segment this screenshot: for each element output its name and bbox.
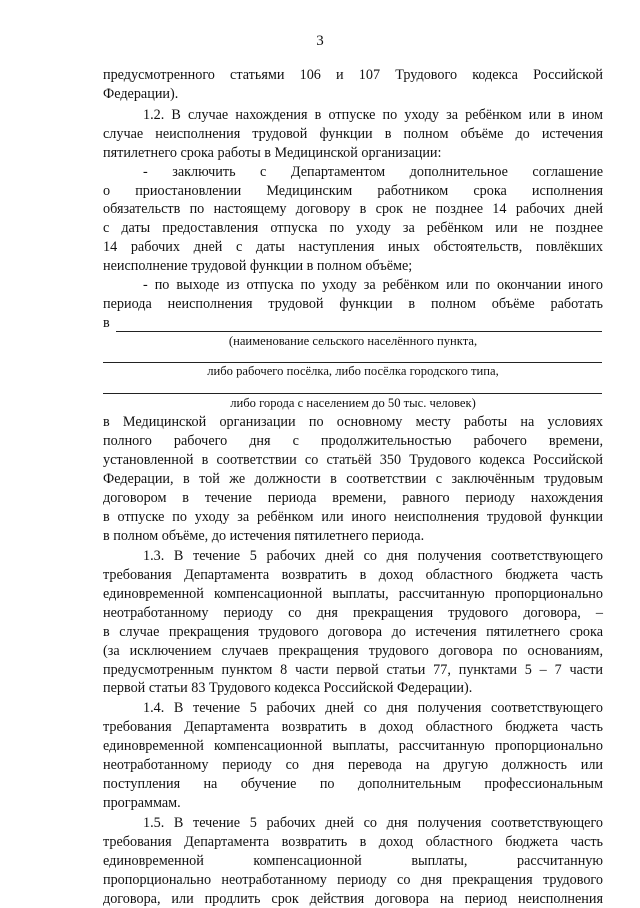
text-line: неотработанному периоду со дня прекращения трудового договора, – <box>103 605 603 621</box>
text-line: - заключить с Департаментом дополнительное соглашение <box>143 164 603 180</box>
text-line: предусмотренного статьями 106 и 107 Трудового кодекса Российской <box>103 67 603 83</box>
field-caption: (наименование сельского населённого пункта, <box>228 334 478 348</box>
text-line: 1.3. В течение 5 рабочих дней со дня получения соответствующего <box>143 548 603 564</box>
text-line: - по выходе из отпуска по уходу за ребёнком или по окончании иного <box>143 277 603 293</box>
text-line: обязательств по настоящему договору в срок не позднее 14 рабочих дней <box>103 201 603 217</box>
text-line: в <box>103 315 110 331</box>
field-caption: либо города с населением до 50 тыс. человек) <box>230 396 476 410</box>
text-line: в случае прекращения трудового договора до истечения пятилетнего срока <box>103 624 603 640</box>
text-line: в полном объёме, до истечения пятилетнего периода. <box>103 528 425 544</box>
text-line: требования Департамента возвратить в доход областного бюджета часть <box>103 567 603 583</box>
fill-line <box>103 393 602 394</box>
fill-line <box>103 362 602 363</box>
text-line: пятилетнего срока работы в Медицинской организации: <box>103 145 442 161</box>
text-line: в Медицинской организации по основному месту работы на условиях <box>103 414 603 430</box>
text-line: единовременной компенсационной выплаты, рассчитанную <box>103 853 603 869</box>
text-line: программам. <box>103 795 181 811</box>
text-line: полного рабочего дня с продолжительностью рабочего времени, <box>103 433 603 449</box>
text-line: 1.4. В течение 5 рабочих дней со дня получения соответствующего <box>143 700 603 716</box>
text-line: договором в течение периода времени, равного периоду нахождения <box>103 490 603 506</box>
text-line: 14 рабочих дней с даты наступления иных обстоятельств, повлёкших <box>103 239 603 255</box>
text-line: Федерации, в той же должности в соответствии с заключённым трудовым <box>103 471 603 487</box>
text-line: в отпуске по уходу за ребёнком или иного неисполнения трудовой функции <box>103 509 603 525</box>
text-line: случае неисполнения трудовой функции в полном объёме до истечения <box>103 126 603 142</box>
page-number: 3 <box>316 33 324 49</box>
field-caption: либо рабочего посёлка, либо посёлка городского типа, <box>207 364 499 378</box>
text-line: 1.2. В случае нахождения в отпуске по уходу за ребёнком или в ином <box>143 107 603 123</box>
text-line: требования Департамента возвратить в доход областного бюджета часть <box>103 834 603 850</box>
text-line: (за исключением случаев прекращения трудового договора по основаниям, <box>103 643 603 659</box>
text-line: Федерации). <box>103 86 179 102</box>
text-line: неисполнение трудовой функции в полном объёме; <box>103 258 413 274</box>
text-line: 1.5. В течение 5 рабочих дней со дня получения соответствующего <box>143 815 603 831</box>
text-line: пропорционально неотработанному периоду со дня прекращения трудового <box>103 872 603 888</box>
text-line: поступления на обучение по дополнительным профессиональным <box>103 776 603 792</box>
text-line: единовременной компенсационной выплаты, рассчитанную пропорционально <box>103 586 603 602</box>
text-line: с даты предоставления отпуска по уходу за ребёнком или не позднее <box>103 220 603 236</box>
text-line: периода неисполнения трудовой функции в полном объёме работать <box>103 296 603 312</box>
text-line: о приостановлении Медицинским работником срока исполнения <box>103 183 603 199</box>
fill-line <box>116 331 602 332</box>
text-line: предусмотренным пунктом 8 части первой статьи 77, пунктами 5 – 7 части <box>103 662 603 678</box>
text-line: установленной в соответствии со статьёй 350 Трудового кодекса Российской <box>103 452 603 468</box>
text-line: договора, или продлить срок действия договора на период неисполнения <box>103 891 603 907</box>
text-line: единовременной компенсационной выплаты, рассчитанную пропорционально <box>103 738 603 754</box>
text-line: неотработанному периоду со дня перевода на другую должность или <box>103 757 603 773</box>
text-line: требования Департамента возвратить в доход областного бюджета часть <box>103 719 603 735</box>
text-line: первой статьи 83 Трудового кодекса Российской Федерации). <box>103 680 473 696</box>
